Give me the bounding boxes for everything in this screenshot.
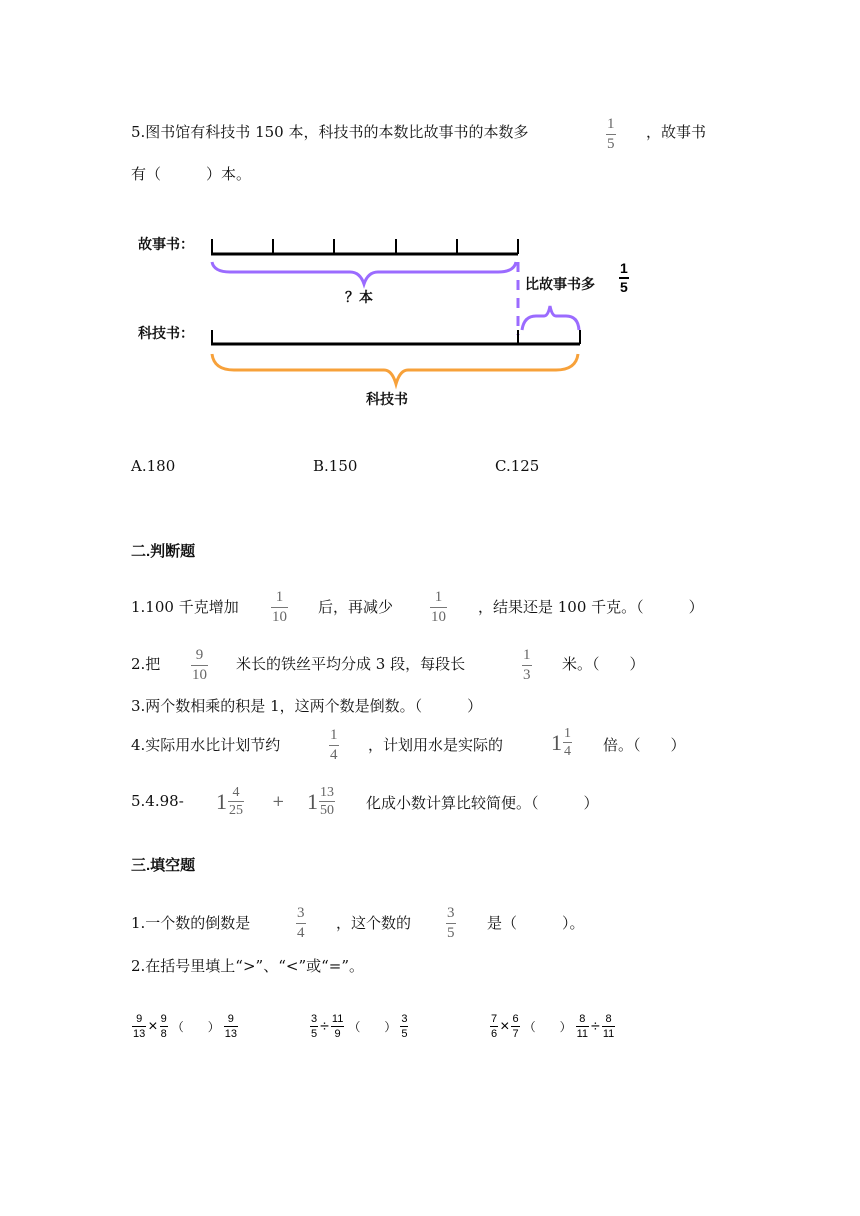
s3-item2: 2.在括号里填上“>”、“<”或“=”。 [131,957,365,975]
fraction: $\frac{9}{13}$ [224,1013,237,1040]
s2-item4-b: ，计划用水是实际的 [368,736,504,754]
whole: 1 [307,788,318,814]
q5-text-b: ，故事书 [646,123,707,141]
s2-item2-c: 米。（ ） [562,655,645,673]
extra-brace [522,306,579,330]
s2-item1-c: ，结果还是 100 千克。（ ） [478,598,704,616]
denominator: 4 [297,925,305,941]
s2-item3: 3.两个数相乘的积是 1，这两个数是倒数。（ ） [131,697,483,715]
operator: ÷ [320,1017,329,1035]
section2-title: 二.判断题 [131,543,196,560]
s2-item1-frac1 [271,589,288,626]
denominator: 4 [330,747,338,763]
s2-item4-frac1 [329,727,339,764]
whole: 1 [551,729,562,755]
fraction: $\frac{8}{11}$ [602,1013,615,1040]
tech-book-brace [212,354,578,384]
operator: × [500,1017,510,1035]
answer-blank[interactable]: （ ） [523,1020,572,1034]
fraction [563,726,572,759]
s2-item5-c: 化成小数计算比较简便。（ ） [366,794,599,812]
s2-item2-frac2 [522,647,532,684]
tech-book-label: 科技书： [138,325,194,341]
compare-expression-1 [132,1013,238,1040]
tech-book-ticks [212,330,580,344]
s2-item2-a: 2.把 [131,655,161,673]
numerator: 1 [607,116,615,132]
s3-item1-a: 1.一个数的倒数是 [131,914,251,932]
s2-item5-a: 5.4.98- [131,792,184,810]
q5-line2: 有（ ）本。 [131,165,252,183]
fraction [319,785,335,818]
question-label: ？本 [345,289,373,305]
option-c: C.125 [495,457,540,475]
whole: 1 [216,788,227,814]
operator: × [148,1017,158,1035]
fraction: $\frac{9}{13}$ [133,1013,146,1040]
compare-expression-2 [310,1013,408,1040]
option-a: A.180 [131,457,176,475]
s3-item1-c: 是（ ）。 [487,914,585,932]
fraction: $\frac{3}{5}$ [311,1013,318,1040]
story-book-ticks [212,239,518,254]
tech-bottom-label: 科技书 [366,391,408,407]
s2-item5-mixed2 [307,785,335,818]
denominator: 5 [607,136,615,152]
option-b: B.150 [313,457,358,475]
story-book-brace [212,262,516,284]
s2-item5-plus: + [272,792,285,810]
denominator: 3 [523,667,531,683]
denominator: 4 [564,744,571,759]
numerator: 3 [297,905,305,921]
denominator: 10 [272,609,287,625]
denominator: 25 [229,803,243,818]
denominator: 5 [620,279,628,295]
s2-item4-a: 4.实际用水比计划节约 [131,736,281,754]
fraction: $\frac{3}{5}$ [401,1013,408,1040]
s2-item2-frac1 [191,647,208,684]
fraction: $\frac{6}{7}$ [512,1013,519,1040]
s2-item2-b: 米长的铁丝平均分成 3 段，每段长 [236,655,466,673]
numerator: 1 [564,726,571,741]
operator: ÷ [591,1017,600,1035]
numerator: 1 [330,727,338,743]
answer-blank[interactable]: （ ） [348,1020,397,1034]
s3-item1-frac2 [446,905,456,942]
s2-item1-b: 后，再减少 [318,598,394,616]
section3-title: 三.填空题 [131,857,196,874]
s2-item1-frac2 [430,589,447,626]
denominator: 50 [320,803,334,818]
numerator: 1 [523,647,531,663]
numerator: 13 [320,785,334,800]
denominator: 10 [192,667,207,683]
answer-blank[interactable]: （ ） [171,1020,220,1034]
s2-item1-a: 1.100 千克增加 [131,598,239,616]
numerator: 1 [275,589,284,605]
numerator: 9 [195,647,204,663]
s2-item4-c: 倍。（ ） [603,736,686,754]
more-label: 比故事书多 [525,276,595,292]
s2-item5-mixed1 [216,785,244,818]
numerator: 4 [232,785,240,800]
s3-item1-frac1 [296,905,306,942]
fraction: $\frac{9}{8}$ [160,1013,167,1040]
numerator: 1 [620,260,628,276]
denominator: 10 [431,609,446,625]
fraction: $\frac{11}{9}$ [331,1013,344,1040]
fraction [228,785,244,818]
numerator: 3 [447,905,455,921]
denominator: 5 [447,925,455,941]
s3-item1-b: ，这个数的 [336,914,412,932]
story-book-label: 故事书： [138,236,194,252]
q5-text-a: 5.图书馆有科技书 150 本，科技书的本数比故事书的本数多 [131,123,529,141]
fraction: $\frac{7}{6}$ [491,1013,498,1040]
more-fraction [619,261,629,295]
compare-expression-3 [490,1013,615,1040]
numerator: 1 [434,589,443,605]
fraction: $\frac{8}{11}$ [576,1013,589,1040]
s2-item4-mixed [551,726,572,759]
bar-diagram [0,0,860,430]
